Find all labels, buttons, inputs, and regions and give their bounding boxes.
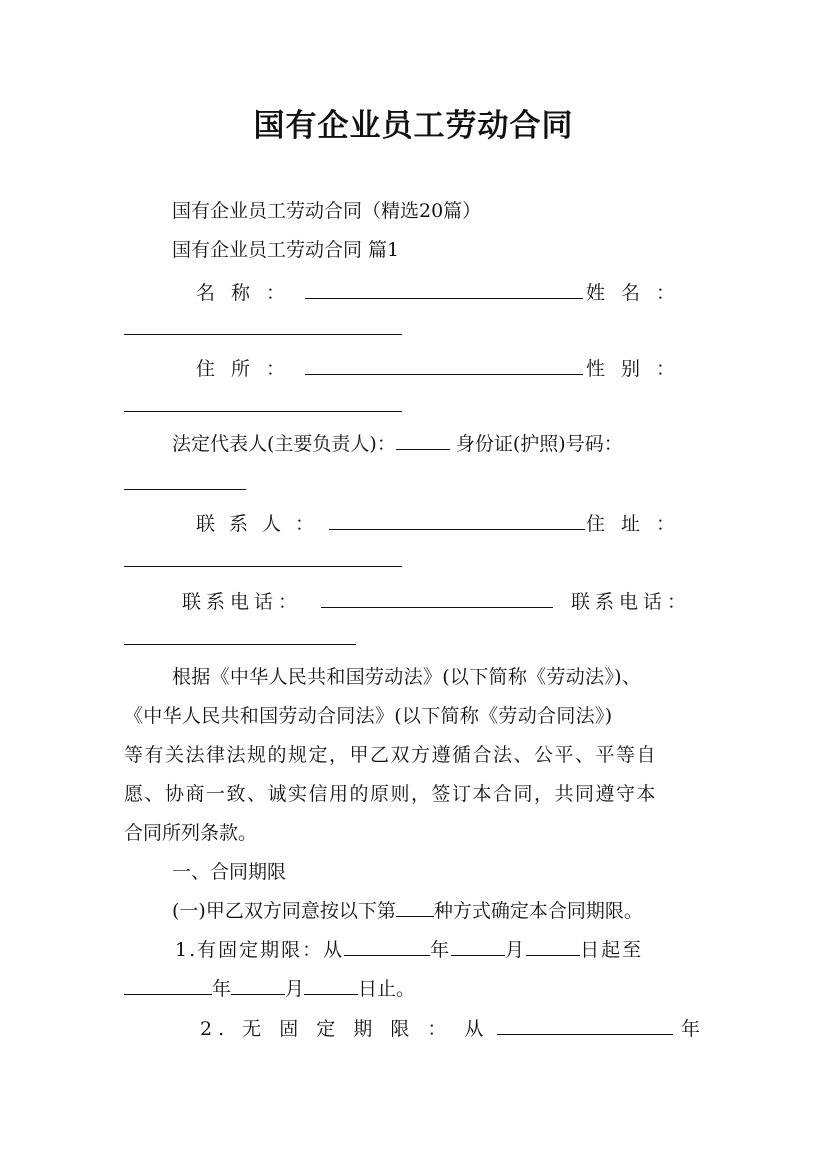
fixed-month-blank <box>451 937 505 956</box>
fixed-day-blank <box>526 937 580 956</box>
open-term-row <box>200 1014 700 1041</box>
phone-row <box>182 587 691 614</box>
paragraph-line-1: 根据《中华人民共和国劳动法》(以下简称《劳动法》)、 <box>172 666 642 688</box>
paragraph-line-3: 等有关法律法规的规定，甲乙双方遵循合法、公平、平等自 <box>124 744 658 766</box>
fixed-term-row <box>175 937 643 963</box>
fixed-month-text: 月 <box>505 939 527 961</box>
fixed-term-label: 1.有固定期限：从 <box>175 939 345 961</box>
clause-a-post: 种方式确定本合同期限。 <box>433 900 643 922</box>
gender-blank <box>124 393 402 412</box>
end-year-blank <box>124 976 212 995</box>
gender-blank-line <box>124 393 402 416</box>
open-year-blank <box>497 1016 673 1035</box>
id-blank <box>124 471 246 490</box>
paragraph-line-5: 合同所列条款。 <box>124 822 258 844</box>
contact-row <box>196 509 691 536</box>
phone-label-b: 联系电话： <box>570 591 691 613</box>
open-term-label: 2. 无 固 定 期 限 ： 从 <box>200 1018 490 1040</box>
surname-label: 姓名： <box>585 282 691 304</box>
section-1-heading: 一、合同期限 <box>172 861 287 883</box>
end-year-text: 年 <box>212 978 232 1000</box>
document-title: 国有企业员工劳动合同 <box>253 108 574 144</box>
end-month-blank <box>231 976 285 995</box>
residence-blank-line <box>124 548 402 571</box>
document-subtitle: 国有企业员工劳动合同（精选20篇） <box>172 200 482 222</box>
legal-rep-blank <box>396 431 450 450</box>
residence-blank <box>124 548 402 567</box>
contact-blank <box>329 511 585 530</box>
address-label: 住所： <box>196 358 302 380</box>
phone-blank-a <box>321 589 553 608</box>
gender-label: 性别： <box>585 358 691 380</box>
surname-blank-line <box>124 316 402 339</box>
clause-a <box>172 898 643 924</box>
fixed-year-blank <box>344 937 430 956</box>
end-day-blank <box>304 976 358 995</box>
open-year-text: 年 <box>680 1018 700 1040</box>
fixed-term-end-row <box>124 976 415 1002</box>
fixed-year-text: 年 <box>430 939 452 961</box>
contact-label: 联系人： <box>196 513 329 535</box>
paragraph-line-2: 《中华人民共和国劳动合同法》(以下简称《劳动合同法》) <box>124 705 613 727</box>
surname-blank <box>124 316 402 335</box>
phone-blank-b <box>124 626 356 645</box>
clause-a-pre: (一)甲乙双方同意按以下第 <box>172 900 396 922</box>
name-row <box>196 278 691 305</box>
address-row <box>196 354 691 381</box>
paragraph-line-4: 愿、协商一致、诚实信用的原则，签订本合同，共同遵守本 <box>124 783 658 805</box>
residence-label: 住址： <box>585 513 691 535</box>
address-blank <box>305 356 583 375</box>
legal-rep-label: 法定代表人(主要负责人)： <box>172 433 396 455</box>
article-heading: 国有企业员工劳动合同 篇1 <box>172 239 400 261</box>
end-day-text: 日止。 <box>358 978 416 1000</box>
fixed-day-from-text: 日起至 <box>580 939 644 961</box>
id-label: 身份证(护照)号码： <box>455 433 623 455</box>
phone-label-a: 联系电话： <box>182 591 303 613</box>
name-label: 名称： <box>196 282 302 304</box>
legal-rep-row <box>172 431 623 457</box>
name-blank <box>305 280 583 299</box>
end-month-text: 月 <box>285 978 305 1000</box>
phone-blank-line <box>124 626 356 649</box>
id-blank-line <box>124 471 246 494</box>
clause-a-blank <box>396 898 434 917</box>
